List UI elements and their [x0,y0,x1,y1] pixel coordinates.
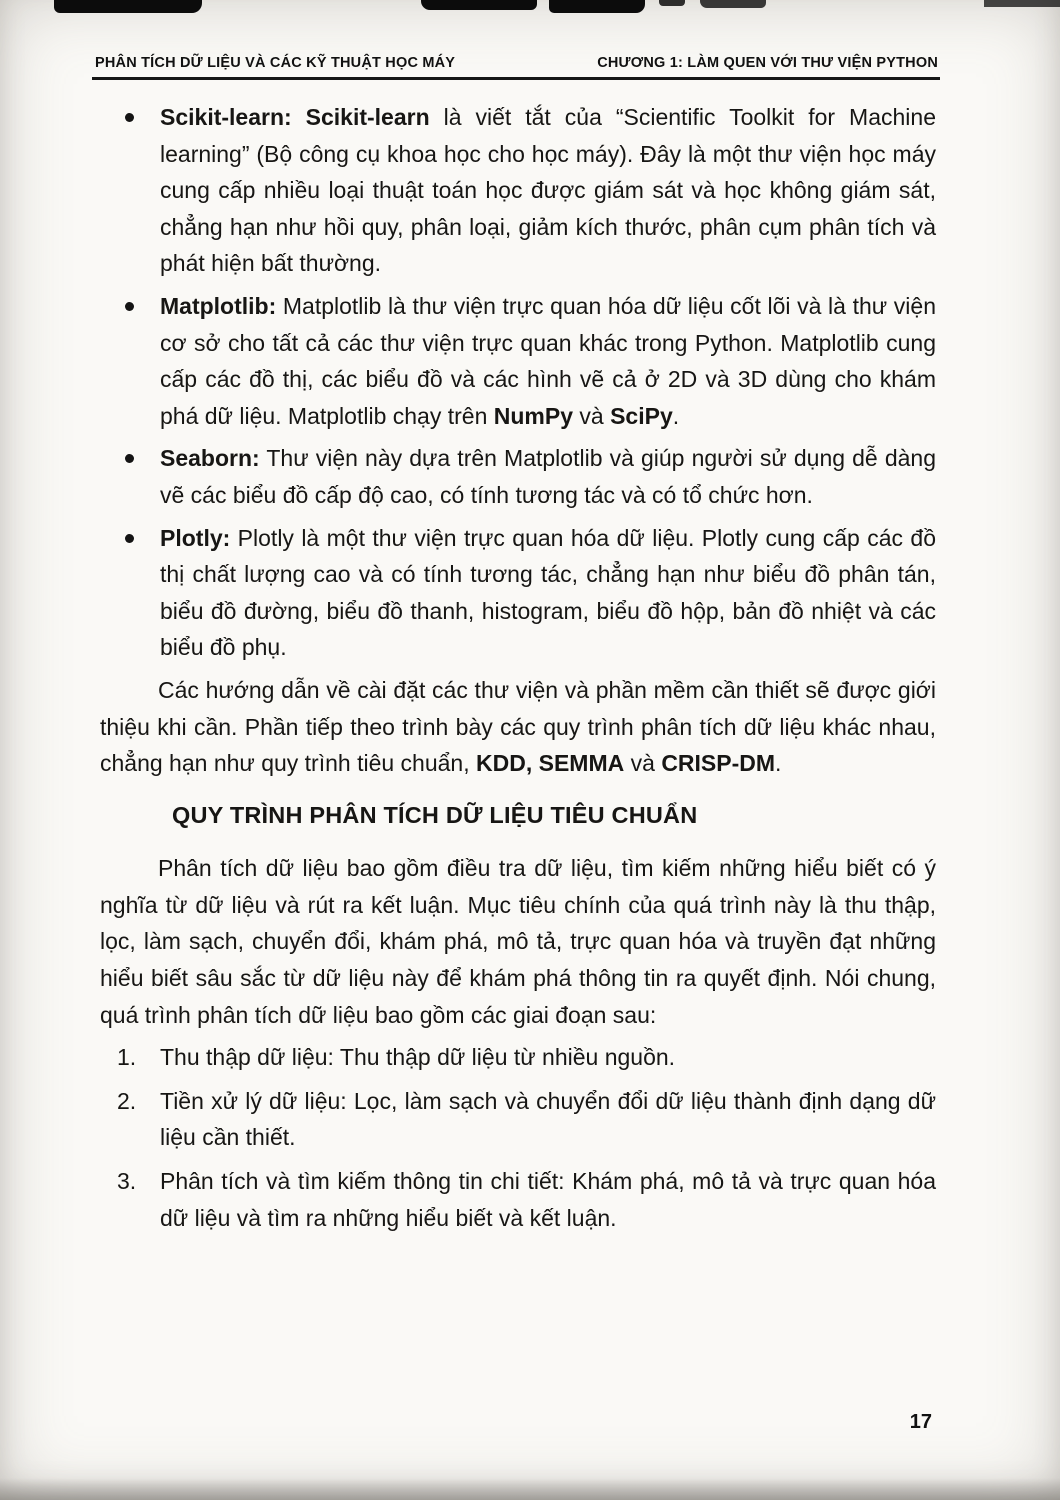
bullet-text-seaborn: Seaborn: Thư viện này dựa trên Matplotlib và giúp người sử dụng dễ dàng vẽ các biểu đồ cấp độ cao, có tính tương tác và có tổ chức hơn. [160,445,936,508]
bullet-marker [125,454,134,463]
bullet-item-matplotlib [100,288,936,434]
step-number: 2. [117,1087,137,1114]
scan-artifact-top-1 [54,0,202,13]
header-right-title: CHƯƠNG 1: LÀM QUEN VỚI THƯ VIỆN PYTHON [597,55,938,71]
paragraph-install-note: Các hướng dẫn về cài đặt các thư viện và phần mềm cần thiết sẽ được giới thiệu khi cần. Phần tiếp theo trình bày các quy trình phân tích dữ liệu khác nhau, chẳng hạn như quy trình tiêu chuẩn, KDD, SEMMA và CRISP-DM. [100,676,936,777]
bullet-marker [125,534,134,543]
step-text: Tiền xử lý dữ liệu: Lọc, làm sạch và chuyển đổi dữ liệu thành định dạng dữ liệu cần thiết. [160,1087,936,1151]
bullet-text-scikit-learn: Scikit-learn: Scikit-learn là viết tắt của “Scientific Toolkit for Machine learning” (Bộ công cụ khoa học cho học máy). Đây là một thư viện học máy cung cấp nhiều loại thuật toán học được giám sát và học không giám sát, chẳng hạn như hồi quy, phân loại, giảm kích thước, phân cụm phân tích và phát hiện bất thường. [160,104,936,277]
page-body [100,99,936,1243]
running-header [95,55,938,71]
header-rule [92,77,940,80]
bullet-item-seaborn [100,440,936,513]
header-left-title: PHÂN TÍCH DỮ LIỆU VÀ CÁC KỸ THUẬT HỌC MÁY [95,55,456,71]
scan-artifact-top-4 [659,0,685,6]
bullet-marker [125,113,134,122]
paragraph-process-intro: Phân tích dữ liệu bao gồm điều tra dữ liệu, tìm kiếm những hiểu biết có ý nghĩa từ dữ liệu và rút ra kết luận. Mục tiêu chính của quá trình này là thu thập, lọc, làm sạch, chuyển đổi, khám phá, mô tả, trực quan hóa và truyền đạt những hiểu biết sâu sắc từ dữ liệu này để khám phá thông tin ra quyết định. Nói chung, quá trình phân tích dữ liệu bao gồm các giai đoạn sau: [100,855,936,1028]
bullet-item-plotly [100,520,936,666]
process-steps-list [100,1039,936,1236]
scan-artifact-top-6 [984,0,1060,7]
bullet-text-plotly: Plotly: Plotly là một thư viện trực quan hóa dữ liệu. Plotly cung cấp các đồ thị chất lượng cao và có tính tương tác, chẳng hạn như biểu đồ phân tán, biểu đồ đường, biểu đồ thanh, histogram, biểu đồ hộp, bản đồ nhiệt và các biểu đồ phụ. [160,524,936,661]
section-heading: QUY TRÌNH PHÂN TÍCH DỮ LIỆU TIÊU CHUẨN [172,801,698,828]
step-item-1 [100,1039,936,1076]
scan-artifact-top-2 [421,0,537,10]
scan-artifact-top-3 [549,0,645,13]
scan-artifact-bottom-band [0,1478,1060,1500]
step-text: Thu thập dữ liệu: Thu thập dữ liệu từ nhiều nguồn. [160,1044,676,1071]
scan-artifact-top-5 [700,0,766,8]
step-text: Phân tích và tìm kiếm thông tin chi tiết: Khám phá, mô tả và trực quan hóa dữ liệu và tìm ra những hiểu biết và kết luận. [160,1168,936,1231]
bullet-marker [125,302,134,311]
bullet-text-matplotlib: Matplotlib: Matplotlib là thư viện trực quan hóa dữ liệu cốt lõi và là thư viện cơ sở cho tất cả các thư viện trực quan khác trong Python. Matplotlib cung cấp các đồ thị, các biểu đồ và các hình vẽ cả ở 2D và 3D dùng cho khám phá dữ liệu. Matplotlib chạy trên NumPy và SciPy. [160,292,936,429]
page-number: 17 [909,1411,932,1433]
step-number: 3. [117,1168,137,1195]
step-item-3 [100,1163,936,1236]
step-number: 1. [117,1044,137,1071]
bullet-item-scikit-learn [100,99,936,282]
library-bullet-list [100,99,936,666]
step-item-2 [100,1083,936,1156]
